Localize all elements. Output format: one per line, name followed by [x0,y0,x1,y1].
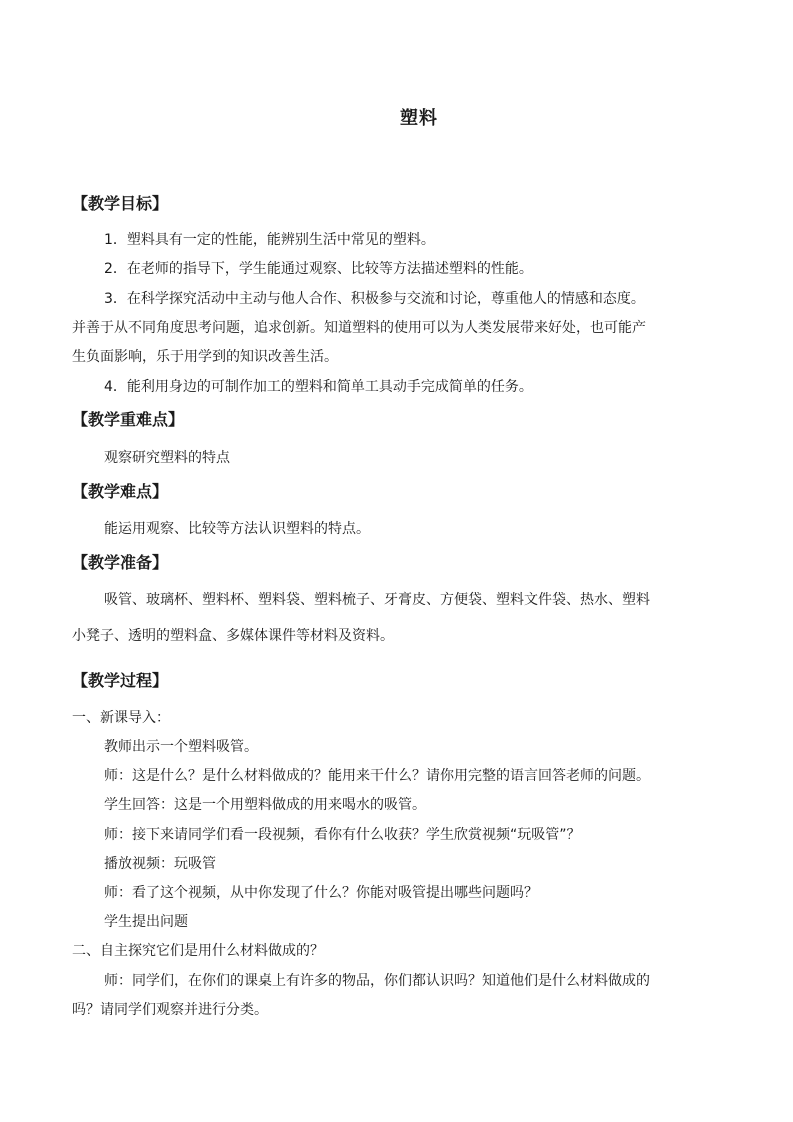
process-line: 师：这是什么？是什么材料做成的？能用来干什么？请你用完整的语言回答老师的问题。 [104,768,650,784]
process-line: 吗？请同学们观察并进行分类。 [72,1002,268,1018]
goal-item: 3．在科学探究活动中主动与他人合作、积极参与交流和讨论，尊重他人的情感和态度。 [104,291,645,307]
page-title: 塑料 [400,108,438,129]
key-points-heading: 【教学重难点】 [72,410,185,429]
process-line: 二、自主探究它们是用什么材料做成的？ [72,943,324,959]
goals-heading: 【教学目标】 [72,194,169,213]
preparation-text: 小凳子、透明的塑料盒、多媒体课件等材料及资料。 [72,628,394,644]
process-line: 师：看了这个视频，从中你发现了什么？你能对吸管提出哪些问题吗？ [104,885,538,901]
goal-item: 1．塑料具有一定的性能，能辨别生活中常见的塑料。 [104,232,435,248]
process-line: 师：同学们，在你们的课桌上有许多的物品，你们都认识吗？知道他们是什么材料做成的 [104,973,650,989]
process-line: 学生提出问题 [104,914,188,930]
difficult-points-heading: 【教学难点】 [72,482,169,501]
goal-item-continued: 生负面影响，乐于用学到的知识改善生活。 [72,349,338,365]
preparation-heading: 【教学准备】 [72,553,169,572]
process-heading: 【教学过程】 [72,671,169,690]
goal-item: 4．能利用身边的可制作加工的塑料和简单工具动手完成简单的任务。 [104,379,533,395]
process-line: 学生回答：这是一个用塑料做成的用来喝水的吸管。 [104,797,426,813]
preparation-text: 吸管、玻璃杯、塑料杯、塑料袋、塑料梳子、牙膏皮、方便袋、塑料文件袋、热水、塑料 [104,592,650,608]
process-line: 教师出示一个塑料吸管。 [104,739,258,755]
process-line: 一、新课导入： [72,710,170,726]
goal-item: 2．在老师的指导下，学生能通过观察、比较等方法描述塑料的性能。 [104,261,533,277]
difficult-points-text: 能运用观察、比较等方法认识塑料的特点。 [104,521,370,537]
goal-item-continued: 并善于从不同角度思考问题，追求创新。知道塑料的使用可以为人类发展带来好处，也可能产 [72,320,646,336]
process-line: 师：接下来请同学们看一段视频，看你有什么收获？学生欣赏视频“玩吸管”？ [104,827,581,843]
key-points-text: 观察研究塑料的特点 [104,450,230,466]
process-line: 播放视频：玩吸管 [104,856,216,872]
